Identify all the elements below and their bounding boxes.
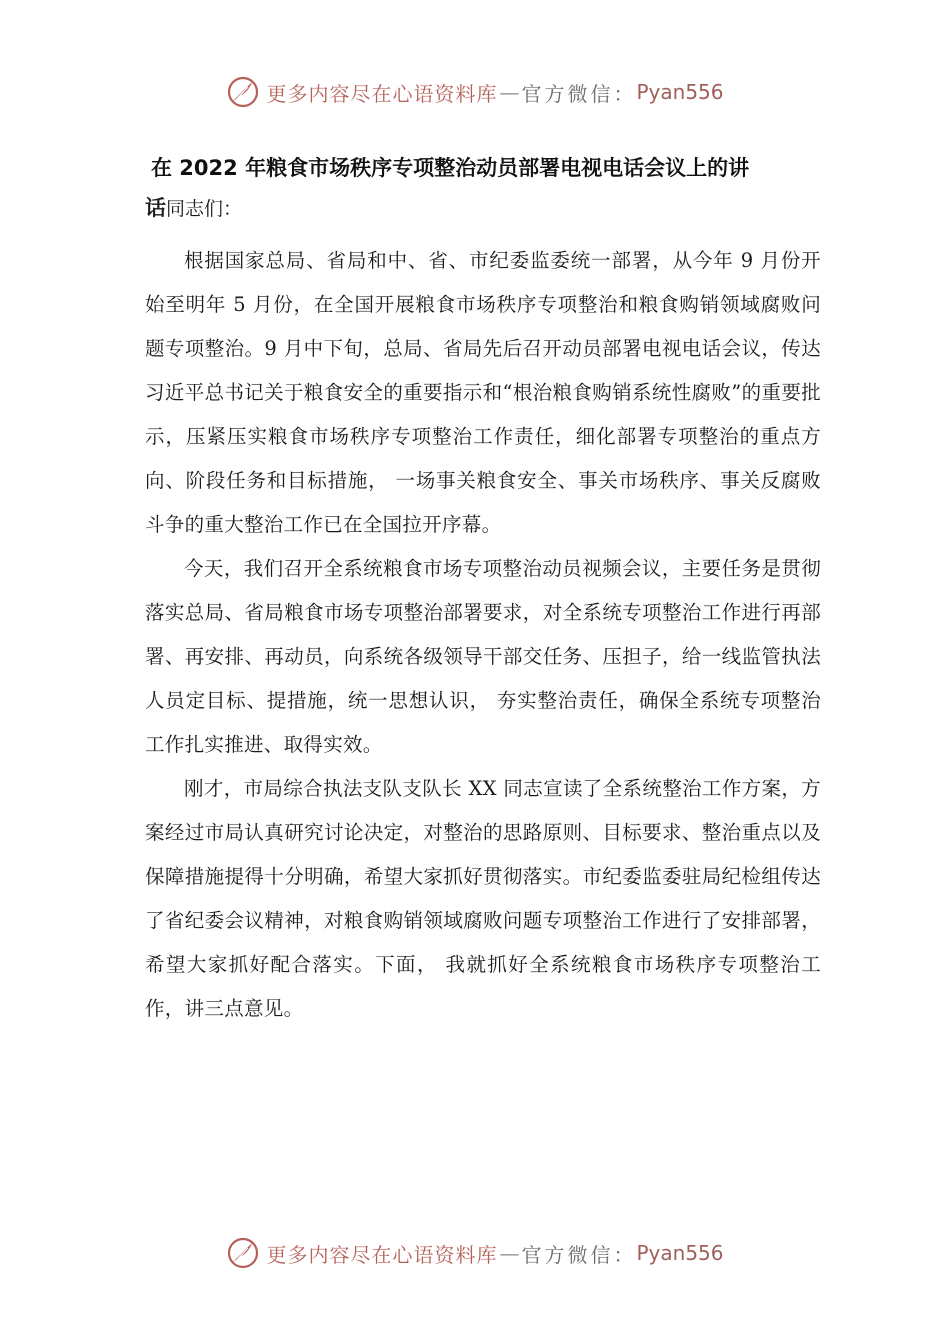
paragraph-2: 今天，我们召开全系统粮食市场专项整治动员视频会议，主要任务是贯彻落实总局、省局粮食市场专项整治部署要求，对全系统专项整治工作进行再部署、再安排、再动员，向系统各级领导干部交任务、压担子，给一线监管执法人员定目标、提措施，统一思想认识， 夯实整治责任，确保全系统专项整治工作扎实推进、取得实效。: [145, 557, 821, 756]
watermark-text: 更多内容尽在心语资料库: [266, 1242, 498, 1267]
footer-watermark: [0, 1233, 950, 1273]
document-title: 在 2022 年粮食市场秩序专项整治动员部署电视电话会议上的讲: [151, 156, 750, 180]
watermark-id: Pyan556: [636, 1241, 724, 1265]
watermark-text: 更多内容尽在心语资料库: [266, 81, 498, 106]
quill-logo-icon: [226, 1236, 260, 1270]
watermark-id: Pyan556: [636, 80, 724, 104]
paragraph-3: 刚才，市局综合执法支队支队长 XX 同志宣读了全系统整治工作方案，方案经过市局认真研究讨论决定，对整治的思路原则、目标要求、整治重点以及保障措施提得十分明确，希望大家抓好贯彻落实。市纪委监委驻局纪检组传达了省纪委会议精神，对粮食购销领域腐败问题专项整治工作进行了安排部署，希望大家抓好配合落实。下面， 我就抓好全系统粮食市场秩序专项整治工作，讲三点意见。: [145, 777, 821, 1020]
document-title-tail: 话: [145, 196, 166, 220]
paragraph-1: 根据国家总局、省局和中、省、市纪委监委统一部署，从今年 9 月份开始至明年 5 月份，在全国开展粮食市场秩序专项整治和粮食购销领域腐败问题专项整治。9 月中下旬，总局、省局先后召开动员部署电视电话会议，传达习近平总书记关于粮食安全的重要指示和“根治粮食购销系统性腐败”的重要批示，压紧压实粮食市场秩序专项整治工作责任，细化部署专项整治的重点方向、阶段任务和目标措施， 一场事关粮食安全、事关市场秩序、事关反腐败斗争的重大整治工作已在全国拉开序幕。: [145, 249, 821, 536]
watermark-dash: —: [499, 80, 520, 104]
quill-logo-icon: [226, 75, 260, 109]
title-continuation-line: [145, 188, 821, 229]
salutation: 同志们：: [166, 198, 243, 220]
header-watermark: [0, 72, 950, 112]
watermark-sub: 官方微信：: [521, 81, 637, 106]
document-body: [145, 148, 821, 1031]
watermark-dash: —: [499, 1241, 520, 1265]
watermark-sub: 官方微信：: [521, 1242, 637, 1267]
